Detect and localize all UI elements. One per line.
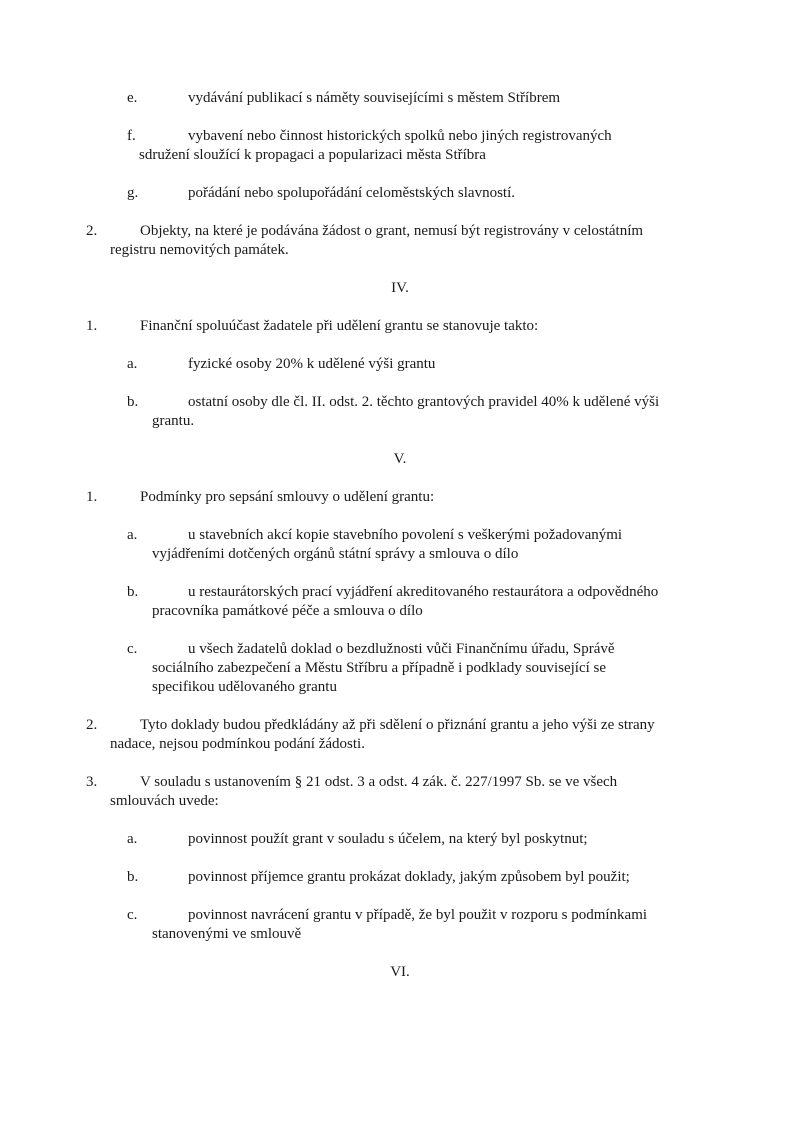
list-item-marker: b. [127,869,139,885]
list-item-text: pracovníka památkové péče a smlouva o dílo [152,603,423,619]
list-item-marker: g. [127,185,139,201]
list-item-text: specifikou udělovaného grantu [152,679,337,695]
paragraph-text: V souladu s ustanovením § 21 odst. 3 a odst. 4 zák. č. 227/1997 Sb. se ve všech [140,774,618,790]
list-item-text: povinnost navrácení grantu v případě, že byl použit v rozporu s podmínkami [188,907,648,923]
paragraph-text: smlouvách uvede: [110,793,219,809]
list-item-marker: b. [127,584,139,600]
list-item-text: ostatní osoby dle čl. II. odst. 2. těchto grantových pravidel 40% k udělené výši [188,394,660,410]
paragraph-text: Tyto doklady budou předkládány až při sdělení o přiznání grantu a jeho výši ze strany [140,717,655,733]
list-item-marker: a. [127,831,138,847]
paragraph-text: Finanční spoluúčast žadatele při udělení grantu se stanovuje takto: [140,318,539,334]
list-item-text: sdružení sloužící k propagaci a popularizaci města Stříbra [139,147,486,163]
paragraph-number: 1. [86,318,98,334]
list-item-text: u stavebních akcí kopie stavebního povolení s veškerými požadovanými [188,527,623,543]
list-item-text: stanovenými ve smlouvě [152,926,302,942]
section-heading: V. [393,451,407,467]
paragraph-number: 3. [86,774,98,790]
list-item-marker: c. [127,907,138,923]
list-item-text: grantu. [152,413,195,429]
paragraph-number: 1. [86,489,98,505]
paragraph-number: 2. [86,223,98,239]
paragraph-text: Objekty, na které je podávána žádost o grant, nemusí být registrovány v celostátním [140,223,644,239]
list-item-marker: a. [127,356,138,372]
list-item-text: fyzické osoby 20% k udělené výši grantu [188,356,436,372]
list-item-text: u všech žadatelů doklad o bezdlužnosti vůči Finančnímu úřadu, Správě [188,641,615,657]
list-item-text: povinnost použít grant v souladu s účelem, na který byl poskytnut; [188,831,588,847]
list-item-marker: a. [127,527,138,543]
section-heading: VI. [390,964,410,980]
paragraph-number: 2. [86,717,98,733]
list-item-marker: c. [127,641,138,657]
list-item-text: sociálního zabezpečení a Městu Stříbru a případně i podklady související se [152,660,607,676]
list-item-marker: e. [127,90,138,106]
list-item-text: u restaurátorských prací vyjádření akreditovaného restaurátora a odpovědného [188,584,659,600]
paragraph-text: registru nemovitých památek. [110,242,289,258]
list-item-marker: f. [127,128,136,144]
list-item-text: vyjádřeními dotčených orgánů státní správy a smlouva o dílo [152,546,519,562]
list-item-text: pořádání nebo spolupořádání celoměstských slavností. [188,185,516,201]
paragraph-text: Podmínky pro sepsání smlouvy o udělení grantu: [140,489,435,505]
paragraph-text: nadace, nejsou podmínkou podání žádosti. [110,736,365,752]
section-heading: IV. [391,280,409,296]
list-item-text: vydávání publikací s náměty souvisejícími s městem Stříbrem [188,90,561,106]
list-item-text: vybavení nebo činnost historických spolků nebo jiných registrovaných [188,128,612,144]
list-item-text: povinnost příjemce grantu prokázat doklady, jakým způsobem byl použit; [188,869,630,885]
list-item-marker: b. [127,394,139,410]
